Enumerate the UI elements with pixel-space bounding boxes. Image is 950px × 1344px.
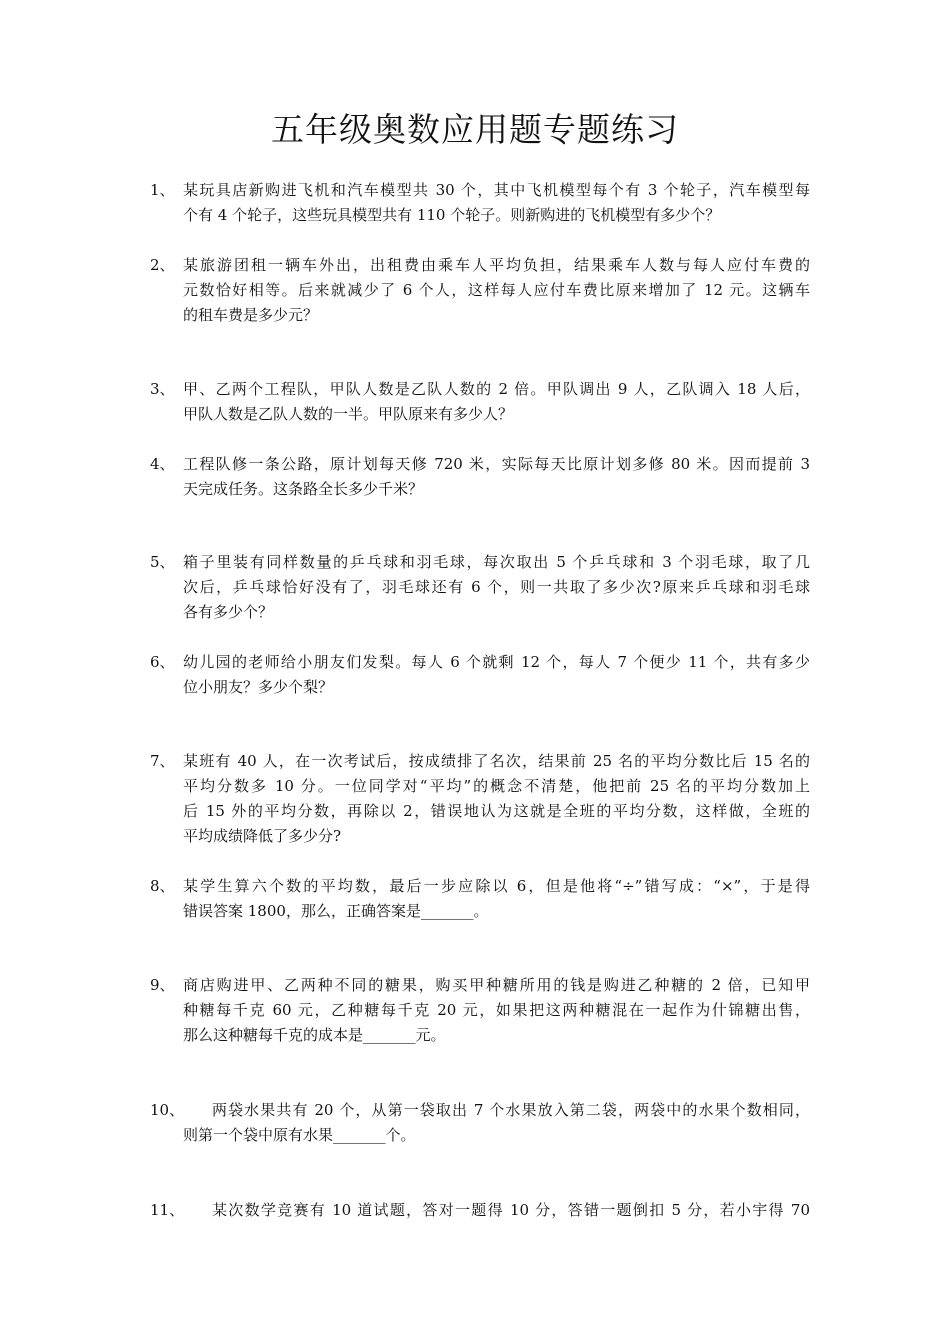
- question-number: 11、: [150, 1201, 185, 1219]
- question-number: 9、: [150, 976, 175, 994]
- question-line: 某班有 40 人，在一次考试后，按成绩排了名次，结果前 25 名的平均分数比后 15 名的: [183, 752, 810, 770]
- question-2: [150, 253, 810, 328]
- question-number: 5、: [150, 553, 175, 571]
- question-line: 种糖每千克 60 元，乙种糖每千克 20 元，如果把这两种糖混在一起作为什锦糖出售，: [183, 1001, 810, 1019]
- question-line: 箱子里装有同样数量的乒乓球和羽毛球，每次取出 5 个乒乓球和 3 个羽毛球，取了几: [183, 553, 810, 571]
- question-line: 则第一个袋中原有水果_______个。: [183, 1126, 416, 1144]
- question-line: 后 15 外的平均分数，再除以 2，错误地认为这就是全班的平均分数，这样做，全班的: [183, 802, 810, 820]
- question-line: 某旅游团租一辆车外出，出租费由乘车人平均负担，结果乘车人数与每人应付车费的: [183, 256, 810, 274]
- question-1: [150, 178, 810, 228]
- question-6: [150, 650, 810, 700]
- question-line: 工程队修一条公路，原计划每天修 720 米，实际每天比原计划多修 80 米。因而提前 3: [183, 455, 810, 473]
- question-number: 3、: [150, 380, 175, 398]
- question-line: 甲、乙两个工程队，甲队人数是乙队人数的 2 倍。甲队调出 9 人，乙队调入 18 人后，: [183, 380, 810, 398]
- page-title: 五年级奥数应用题专题练习: [271, 110, 679, 149]
- question-number: 6、: [150, 653, 175, 671]
- question-number: 4、: [150, 455, 175, 473]
- question-line: 个有 4 个轮子，这些玩具模型共有 110 个轮子。则新购进的飞机模型有多少个？: [183, 206, 721, 224]
- question-4: [150, 452, 810, 502]
- question-line: 错误答案 1800，那么，正确答案是_______。: [183, 902, 489, 920]
- question-line: 甲队人数是乙队人数的一半。甲队原来有多少人？: [183, 405, 514, 423]
- question-number: 7、: [150, 752, 175, 770]
- question-line: 天完成任务。这条路全长多少千米？: [183, 480, 424, 498]
- question-line: 那么这种糖每千克的成本是_______元。: [183, 1026, 446, 1044]
- question-line: 商店购进甲、乙两种不同的糖果，购买甲种糖所用的钱是购进乙种糖的 2 倍，已知甲: [183, 976, 810, 994]
- question-line: 元数恰好相等。后来就减少了 6 个人，这样每人应付车费比原来增加了 12 元。这辆车: [183, 281, 810, 299]
- question-5: [150, 550, 810, 625]
- question-line: 某次数学竞赛有 10 道试题，答对一题得 10 分，答错一题倒扣 5 分，若小宇得 70: [212, 1201, 810, 1219]
- question-line: 各有多少个？: [183, 603, 274, 621]
- question-11: [150, 1198, 810, 1223]
- question-line: 平均分数多 10 分。一位同学对“平均”的概念不清楚，他把前 25 名的平均分数加上: [183, 777, 810, 795]
- question-line: 的租车费是多少元？: [183, 306, 319, 324]
- question-line: 幼儿园的老师给小朋友们发梨。每人 6 个就剩 12 个，每人 7 个便少 11 个，共有多少: [183, 653, 810, 671]
- question-7: [150, 749, 810, 849]
- question-number: 1、: [150, 181, 175, 199]
- question-line: 平均成绩降低了多少分?: [183, 827, 342, 845]
- question-line: 两袋水果共有 20 个，从第一袋取出 7 个水果放入第二袋，两袋中的水果个数相同，: [212, 1101, 810, 1119]
- question-line: 次后，乒乓球恰好没有了，羽毛球还有 6 个，则一共取了多少次?原来乒乓球和羽毛球: [183, 578, 810, 596]
- question-line: 位小朋友？多少个梨？: [183, 678, 334, 696]
- question-line: 某学生算六个数的平均数，最后一步应除以 6，但是他将“÷”错写成：“×”，于是得: [183, 877, 810, 895]
- question-9: [150, 973, 810, 1048]
- question-number: 8、: [150, 877, 175, 895]
- question-10: [150, 1098, 810, 1148]
- question-line: 某玩具店新购进飞机和汽车模型共 30 个，其中飞机模型每个有 3 个轮子，汽车模型每: [183, 181, 810, 199]
- question-3: [150, 377, 810, 427]
- question-number: 10、: [150, 1101, 185, 1119]
- question-8: [150, 874, 810, 924]
- question-number: 2、: [150, 256, 175, 274]
